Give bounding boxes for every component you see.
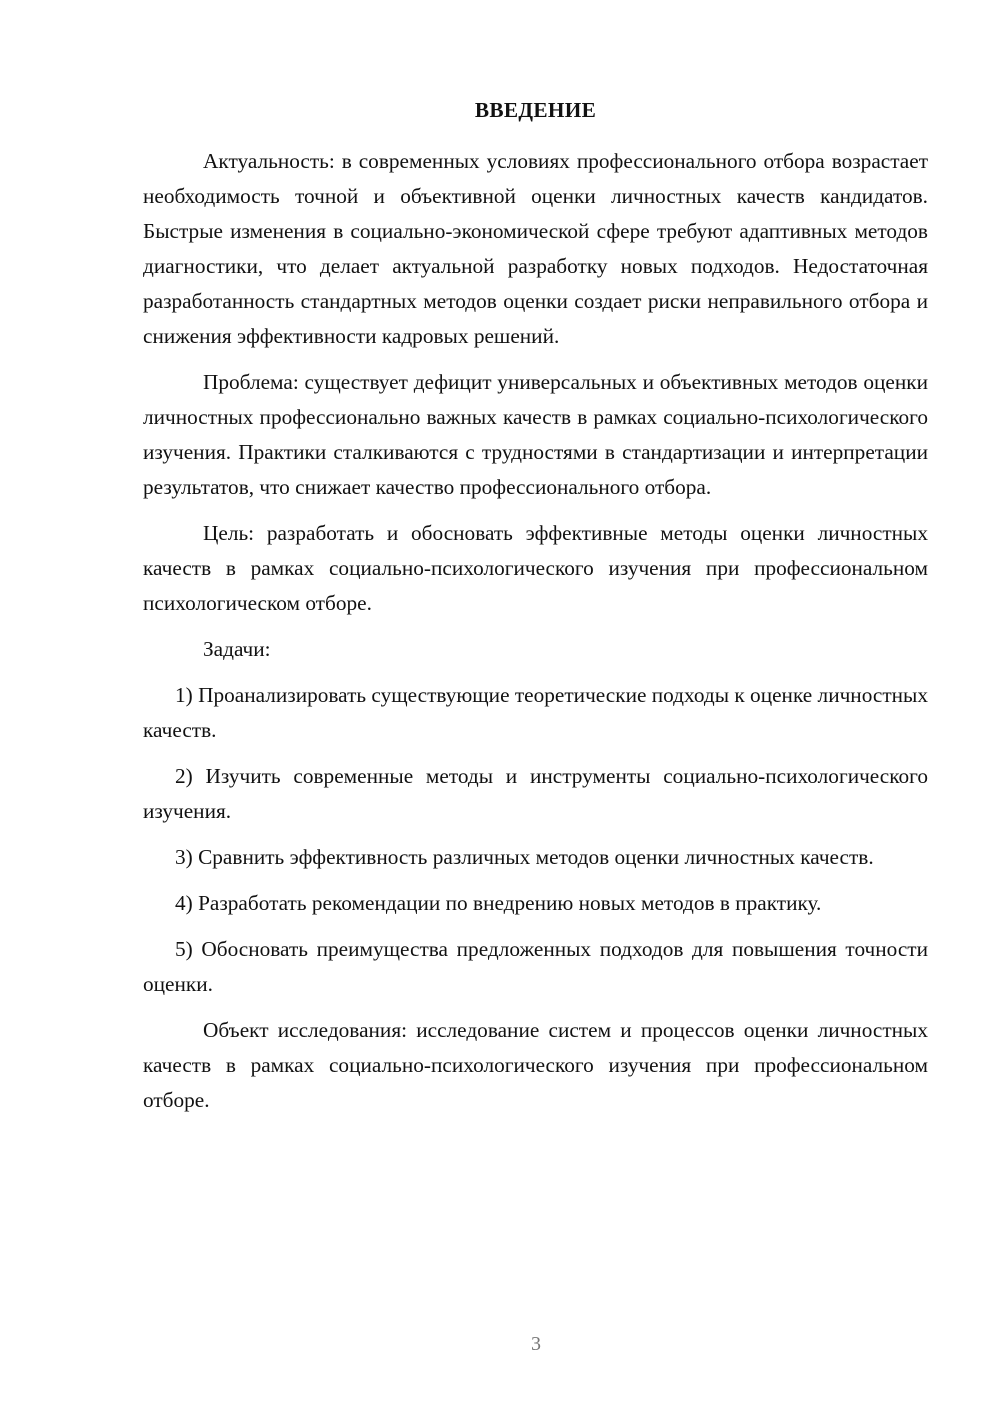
task-number: 1) (175, 683, 193, 707)
page-content (143, 95, 928, 1129)
task-item-1 (143, 678, 928, 748)
task-text: Обосновать преимущества предложенных подходов для повышения точности оценки. (143, 937, 928, 996)
task-number: 2) (175, 764, 193, 788)
relevance-paragraph: Актуальность: в современных условиях профессионального отбора возрастает необходимость точной и объективной оценки личностных качеств кандидатов. Быстрые изменения в социально-экономической сфере требуют адаптивных методов диагностики, что делает актуальной разработку новых подходов. Недостаточная разработанность стандартных методов оценки создает риски неправильного отбора и снижения эффективности кадровых решений. (143, 149, 928, 348)
object-paragraph: Объект исследования: исследование систем и процессов оценки личностных качеств в рамках социально-психологического изучения при профессиональном отборе. (143, 1018, 928, 1112)
tasks-label: Задачи: (203, 637, 271, 661)
task-item-4 (143, 886, 928, 921)
task-number: 3) (175, 845, 193, 869)
task-number: 4) (175, 891, 193, 915)
problem-paragraph: Проблема: существует дефицит универсальных и объективных методов оценки личностных профессионально важных качеств в рамках социально-психологического изучения. Практики сталкиваются с трудностями в стандартизации и интерпретации результатов, что снижает качество профессионального отбора. (143, 370, 928, 499)
task-text: Сравнить эффективность различных методов оценки личностных качеств. (198, 845, 874, 869)
task-text: Изучить современные методы и инструменты социально-психологического изучения. (143, 764, 928, 823)
task-text: Разработать рекомендации по внедрению новых методов в практику. (198, 891, 822, 915)
section-heading: ВВЕДЕНИЕ (474, 98, 597, 122)
page-number: 3 (531, 1333, 541, 1355)
task-item-3 (143, 840, 928, 875)
task-text: Проанализировать существующие теоретические подходы к оценке личностных качеств. (143, 683, 928, 742)
task-number: 5) (175, 937, 193, 961)
task-item-5 (143, 932, 928, 1002)
task-item-2 (143, 759, 928, 829)
goal-paragraph: Цель: разработать и обосновать эффективные методы оценки личностных качеств в рамках социально-психологического изучения при профессиональном психологическом отборе. (143, 521, 928, 615)
